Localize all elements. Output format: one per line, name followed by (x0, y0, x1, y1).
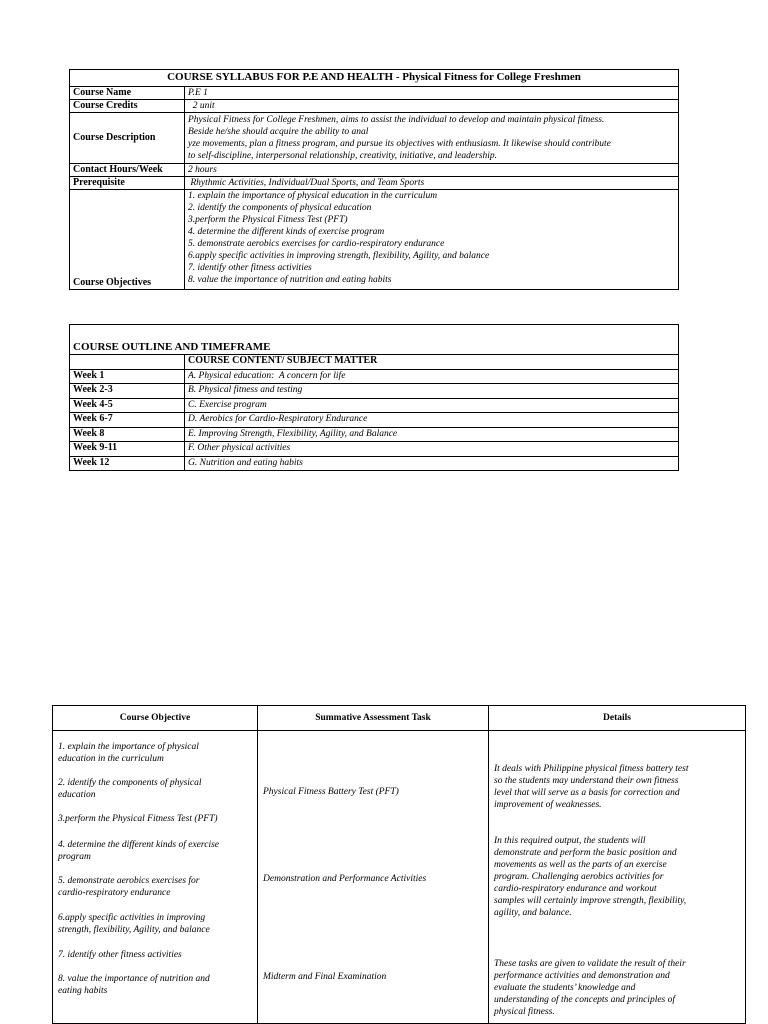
description-line: Beside he/she should acquire the ability to anal (188, 127, 369, 137)
course-name-label: Course Name (70, 87, 185, 100)
objective-item: 7. identify other fitness activities (58, 950, 182, 960)
topic-cell: E. Improving Strength, Flexibility, Agility, and Balance (185, 427, 679, 442)
week-cell: Week 12 (70, 456, 185, 471)
objective-item: 4. determine the different kinds of exercise program (58, 840, 220, 862)
objective-item: 3.perform the Physical Fitness Test (PFT) (58, 814, 218, 824)
prerequisite-value: Rhythmic Activities, Individual/Dual Sports, and Team Sports (185, 177, 679, 190)
objective-item: 5. demonstrate aerobics exercises for cardio-respiratory endurance (58, 876, 200, 898)
outline-table (69, 324, 679, 471)
week-cell: Week 4-5 (70, 398, 185, 413)
details-cell (489, 731, 746, 1024)
week-cell: Week 8 (70, 427, 185, 442)
objective-column-header: Course Objective (53, 706, 258, 731)
table-row (70, 87, 679, 100)
week-cell: Week 2-3 (70, 384, 185, 399)
description-line: Physical Fitness for College Freshmen, aims to assist the individual to develop and maintain physical fitness. (188, 115, 605, 125)
detail-item: These tasks are given to validate the result of their performance activities and demonstration and evaluate the students’ knowledge and understanding of the concepts and principles of physical fitness. (494, 959, 686, 1017)
objective-line: 6.apply specific activities in improving strength, flexibility, Agility, and balance (188, 251, 490, 261)
objective-line: 2. identify the components of physical education (188, 203, 372, 213)
outline-content-header: COURSE CONTENT/ SUBJECT MATTER (185, 355, 679, 370)
topic-cell: G. Nutrition and eating habits (185, 456, 679, 471)
detail-item: In this required output, the students will demonstrate and perform the basic position and movements as well as the parts of an exercise program. Challenging aerobics activities for cardio-respiratory endurance and workout samples will certainly improve strength, flexibility, agility, and balance. (494, 836, 687, 918)
task-item: Midterm and Final Examination (263, 972, 387, 982)
table-row (70, 384, 679, 399)
outline-header-empty (70, 355, 185, 370)
detail-item: It deals with Philippine physical fitness battery test so the students may understand their own fitness level that will serve as a basis for correction and improvement of weaknesses. (494, 764, 689, 810)
week-cell: Week 6-7 (70, 413, 185, 428)
table-row (70, 427, 679, 442)
table-row (70, 369, 679, 384)
course-credits-label: Course Credits (70, 100, 185, 113)
contact-hours-label: Contact Hours/Week (70, 164, 185, 177)
objective-item: 6.apply specific activities in improving strength, flexibility, Agility, and balance (58, 913, 210, 935)
topic-cell: A. Physical education: A concern for life (185, 369, 679, 384)
description-line: yze movements, plan a fitness program, and pursue its objectives with enthusiasm. It likewise should contribute (188, 139, 611, 149)
week-cell: Week 9-11 (70, 442, 185, 457)
week-cell: Week 1 (70, 369, 185, 384)
syllabus-title: COURSE SYLLABUS FOR P.E AND HEALTH - Physical Fitness for College Freshmen (70, 70, 679, 87)
assessment-table (52, 705, 746, 1024)
topic-cell: C. Exercise program (185, 398, 679, 413)
description-line: to self-discipline, interpersonal relationship, creativity, initiative, and leadership. (188, 151, 498, 161)
topic-cell: F. Other physical activities (185, 442, 679, 457)
tasks-cell (258, 731, 489, 1024)
table-row (70, 413, 679, 428)
course-objectives-value (185, 190, 679, 290)
outline-title: COURSE OUTLINE AND TIMEFRAME (70, 325, 679, 355)
course-description-value (185, 113, 679, 164)
objective-line: 1. explain the importance of physical education in the curriculum (188, 191, 438, 201)
task-item: Physical Fitness Battery Test (PFT) (263, 787, 399, 797)
course-description-label: Course Description (70, 113, 185, 164)
objective-item: 1. explain the importance of physical education in the curriculum (58, 742, 199, 764)
objective-line: 5. demonstrate aerobics exercises for cardio-respiratory endurance (188, 239, 445, 249)
syllabus-table (69, 69, 679, 290)
details-column-header: Details (489, 706, 746, 731)
objective-line: 8. value the importance of nutrition and eating habits (188, 275, 392, 285)
table-row (70, 442, 679, 457)
objectives-cell (53, 731, 258, 1024)
prerequisite-label: Prerequisite (70, 177, 185, 190)
objective-item: 2. identify the components of physical education (58, 778, 202, 800)
objective-item: 8. value the importance of nutrition and eating habits (58, 974, 210, 996)
task-column-header: Summative Assessment Task (258, 706, 489, 731)
course-objectives-label: Course Objectives (70, 190, 185, 290)
table-row (70, 164, 679, 177)
topic-cell: B. Physical fitness and testing (185, 384, 679, 399)
table-row (70, 190, 679, 290)
objective-line: 4. determine the different kinds of exercise program (188, 227, 385, 237)
table-row (70, 113, 679, 164)
objective-line: 7. identify other fitness activities (188, 263, 312, 273)
table-row (70, 177, 679, 190)
table-row (70, 100, 679, 113)
table-row (70, 398, 679, 413)
course-credits-value: 2 unit (185, 100, 679, 113)
course-name-value: P.E 1 (185, 87, 679, 100)
table-row (70, 456, 679, 471)
objective-line: 3.perform the Physical Fitness Test (PFT) (188, 215, 348, 225)
contact-hours-value: 2 hours (185, 164, 679, 177)
topic-cell: D. Aerobics for Cardio-Respiratory Endurance (185, 413, 679, 428)
task-item: Demonstration and Performance Activities (263, 874, 427, 884)
